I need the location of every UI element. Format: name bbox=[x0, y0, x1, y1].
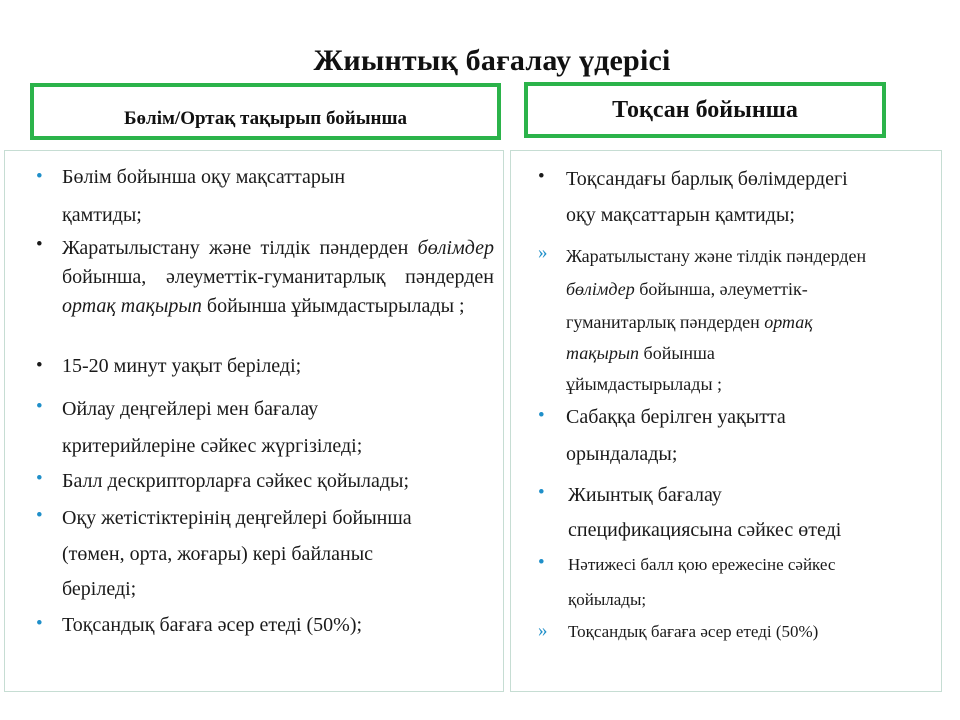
list-item-text: орындалады; bbox=[566, 443, 678, 465]
right-header-label: Тоқсан бойынша bbox=[612, 96, 798, 123]
list-item-text: гуманитарлық пәндерден ортақ bbox=[566, 312, 813, 332]
bullet-dot-icon: • bbox=[538, 552, 545, 573]
list-item-text: спецификациясына сәйкес өтеді bbox=[568, 519, 842, 541]
list-item-text: Сабаққа берілген уақытта bbox=[566, 406, 786, 428]
list-item-text: ұйымдастырылады ; bbox=[566, 374, 723, 394]
list-item-text: Бөлім бойынша оқу мақсаттарын bbox=[62, 166, 346, 188]
bullet-arrow-icon: » bbox=[538, 242, 548, 263]
bullet-arrow-icon: » bbox=[538, 620, 548, 641]
list-item-text: Оқу жетістіктерінің деңгейлері бойынша bbox=[62, 507, 412, 529]
list-item-text: бөлімдер бойынша, әлеуметтік- bbox=[566, 279, 808, 299]
list-item-text: қамтиды; bbox=[62, 204, 142, 226]
list-item-text: қойылады; bbox=[568, 590, 647, 609]
right-header-box bbox=[524, 82, 886, 138]
bullet-dot-icon: • bbox=[36, 396, 43, 417]
list-item-text: Ойлау деңгейлері мен бағалау bbox=[62, 398, 319, 420]
list-item-text: 15-20 минут уақыт беріледі; bbox=[62, 355, 302, 377]
list-item-text: Тоқсандық бағаға әсер етеді (50%) bbox=[568, 622, 819, 641]
left-header-box bbox=[30, 83, 501, 140]
list-item-text: Тоқсандық бағаға әсер етеді (50%); bbox=[62, 614, 363, 636]
left-panel bbox=[4, 150, 504, 692]
list-item-text: тақырып бойынша bbox=[566, 343, 715, 363]
list-item-text: Тоқсандағы барлық бөлімдердегі bbox=[566, 168, 848, 190]
bullet-dot-icon: • bbox=[538, 482, 545, 503]
list-item-text: (төмен, орта, жоғары) кері байланыс bbox=[62, 543, 374, 565]
list-item-text: критерийлеріне сәйкес жүргізіледі; bbox=[62, 435, 363, 457]
bullet-dot-icon: • bbox=[36, 234, 43, 255]
list-item-text: Жиынтық бағалау bbox=[568, 484, 722, 506]
list-item-text: Нәтижесі балл қою ережесіне сәйкес bbox=[568, 555, 836, 574]
bullet-dot-icon: • bbox=[538, 405, 545, 426]
page-title: Жиынтық бағалау үдерісі bbox=[313, 44, 671, 77]
bullet-dot-icon: • bbox=[36, 505, 43, 526]
bullet-dot-icon: • bbox=[36, 355, 43, 376]
bullet-dot-icon: • bbox=[36, 166, 43, 187]
list-item-text: Жаратылыстану және тілдік пәндерден bbox=[566, 246, 867, 266]
bullet-dot-icon: • bbox=[36, 613, 43, 634]
list-item-text: беріледі; bbox=[62, 578, 137, 600]
bullet-dot-icon: • bbox=[36, 468, 43, 489]
list-item-text: Жаратылыстану және тілдік пәндерден бөлімдер бойынша, әлеуметтік-гуманитарлық пәндерден ортақ тақырып бойынша ұйымдастырылады ; bbox=[62, 237, 494, 317]
left-header-label: Бөлім/Ортақ тақырып бойынша bbox=[123, 108, 408, 129]
bullet-dot-icon: • bbox=[538, 166, 545, 187]
list-item-text: оқу мақсаттарын қамтиды; bbox=[566, 204, 795, 226]
list-item-text: Балл дескрипторларға сәйкес қойылады; bbox=[62, 470, 410, 492]
